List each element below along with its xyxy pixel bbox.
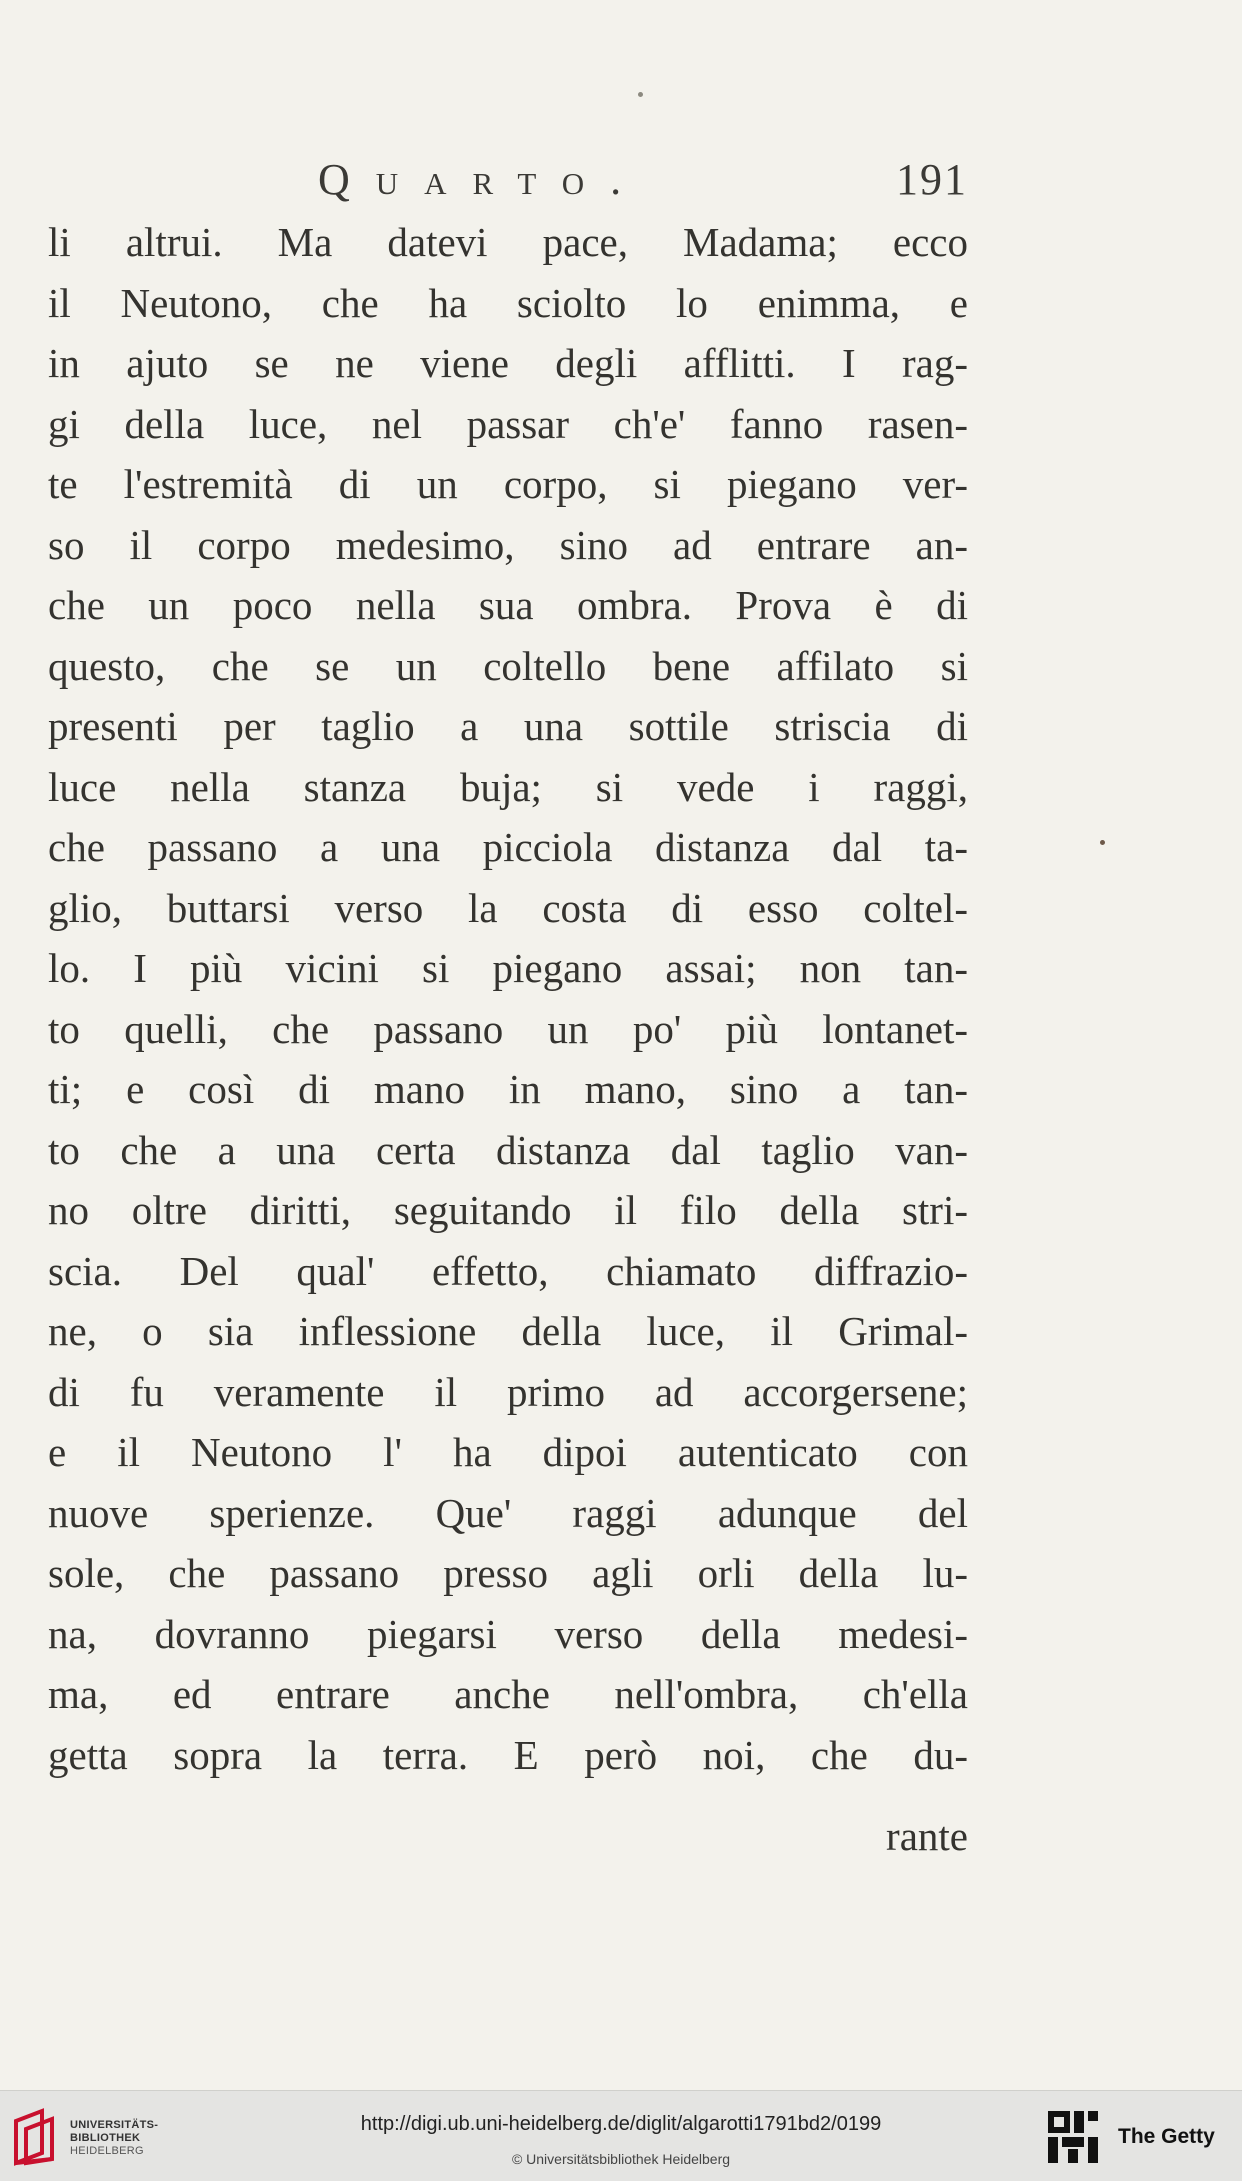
text-line: lo. I più vicini si piegano assai; non tan- [48,945,968,991]
paper-speck [1100,840,1105,845]
library-name-line: UNIVERSITÄTS- [70,2119,159,2131]
text-line: che passano a una picciola distanza dal ta- [48,824,968,870]
text-line: so il corpo medesimo, sino ad entrare an- [48,521,968,568]
text-line: luce nella stanza buja; si vede i raggi, [48,763,968,810]
library-name-line: HEIDELBERG [70,2145,144,2157]
text-line: questo, che se un coltello bene affilato si [48,642,968,689]
text-line: presenti per taglio a una sottile striscia di [48,703,968,749]
text-line: che un poco nella sua ombra. Prova è di [48,582,968,628]
text-line: no oltre diritti, seguitando il filo della stri- [48,1187,968,1233]
text-line: to che a una certa distanza dal taglio van- [48,1126,968,1173]
body-text [48,212,968,1785]
text-line: li altrui. Ma datevi pace, Madama; ecco [48,219,968,265]
text-line: in ajuto se ne viene degli afflitti. I rag- [48,340,968,386]
text-line: ti; e così di mano in mano, sino a tan- [48,1066,968,1112]
catchword: rante [886,1813,968,1859]
text-line: sole, che passano presso agli orli della lu- [48,1550,968,1596]
getty-name: The Getty [1118,2125,1215,2148]
paper-speck [638,92,643,97]
text-line: to quelli, che passano un po' più lontanet- [48,1005,968,1052]
page-header [318,150,968,210]
text-line: di fu veramente il primo ad accorgersene; [48,1368,968,1415]
text-line: ne, o sia inflessione della luce, il Grimal- [48,1308,968,1354]
permalink-url[interactable]: http://digi.ub.uni-heidelberg.de/diglit/algarotti1791bd2/0199 [360,2113,882,2135]
viewer-footer [0,2090,1242,2181]
text-line: te l'estremità di un corpo, si piegano ver- [48,461,968,507]
text-line: na, dovranno piegarsi verso della medesi- [48,1610,968,1657]
text-line: gi della luce, nel passar ch'e' fanno rasen- [48,400,968,447]
text-line: nuove sperienze. Que' raggi adunque del [48,1489,968,1536]
library-name-line: BIBLIOTHEK [70,2132,141,2144]
text-line: glio, buttarsi verso la costa di esso coltel- [48,884,968,931]
text-line: il Neutono, che ha sciolto lo enimma, e [48,279,968,326]
copyright-notice: © Universitätsbibliothek Heidelberg [511,2151,731,2167]
getty-logo[interactable] [1044,2107,1234,2167]
text-line: scia. Del qual' effetto, chiamato diffrazio- [48,1247,968,1294]
page-number: 191 [896,155,968,204]
text-line: getta sopra la terra. E però noi, che du- [48,1731,968,1778]
text-line: e il Neutono l' ha dipoi autenticato con [48,1429,968,1475]
running-head: Quarto. [318,155,648,204]
getty-mark-icon [1044,2107,1104,2167]
text-line: ma, ed entrare anche nell'ombra, ch'ella [48,1671,968,1717]
